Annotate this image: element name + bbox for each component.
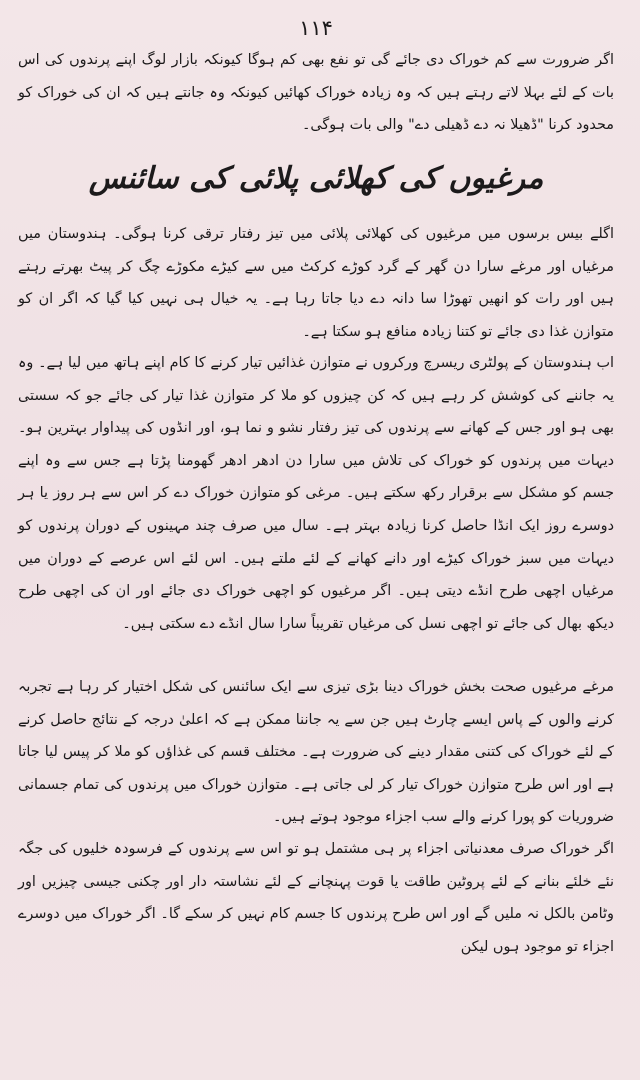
intro-paragraph: اگر ضرورت سے کم خوراک دی جائے گی تو نفع بھی کم ہوگا کیونکہ بازار لوگ اپنے پرندوں کی اس بات کے لئے بہلا لاتے رہتے ہیں کہ وہ زیادہ خوراک کھائیں کیونکہ وہ جانتے ہیں کہ ان کی خوراک کو محدود کرنا "ڈھیلا نہ دے ڈھیلی دے" والی بات ہوگی۔ [18,52,614,134]
body-paragraph-2: اب ہندوستان کے پولٹری ریسرچ ورکروں نے متوازن غذائیں تیار کرنے کا کام اپنے ہاتھ میں لیا ہے۔ وہ یہ جاننے کی کوشش کر رہے ہیں کہ کن چیزوں کو ملا کر متوازن غذا تیار کی جائے جو کہ سستی بھی ہو اور جس کے کھانے سے پرندوں کی تیز رفتار نشو و نما ہو، اور انڈوں کی پیداوار بہترین ہو۔ دیہات میں پرندوں کو خوراک کی تلاش میں سارا دن ادھر ادھر گھومنا پڑتا ہے جس سے وہ اپنے جسم کو مشکل سے برقرار رکھ سکتے ہیں۔ مرغی کو متوازن خوراک دے کر اس سے ہر روز یا ہر دوسرے روز ایک انڈا حاصل کرنا زیادہ بہتر ہے۔ سال میں صرف چند مہینوں کے دوران پرندوں کو دیہات میں سبز خوراک کیڑے اور دانے کھانے کے لئے ملتے ہیں۔ اس لئے اس عرصے کے دوران میں مرغیاں اچھی طرح انڈے دیتی ہیں۔ اگر مرغیوں کو اچھی خوراک دی جائے اور ان کی اچھی طرح دیکھ بھال کی جائے تو اچھی نسل کی مرغیاں تقریباً سارا سال انڈے دے سکتی ہیں۔ [18,355,614,632]
body-paragraph-3: مرغے مرغیوں صحت بخش خوراک دینا بڑی تیزی سے ایک سائنس کی شکل اختیار کر رہا ہے تجربہ کرنے والوں کے پاس ایسے چارٹ ہیں جن سے یہ جاننا ممکن ہے کہ اعلیٰ درجہ کے نتائج حاصل کرنے کے لئے خوراک کی کتنی مقدار دینے کی ضرورت ہے۔ مختلف قسم کی غذاؤں کو ملا کر پیس لیا جاتا ہے اور اس طرح متوازن خوراک تیار کر لی جاتی ہے۔ متوازن خوراک میں پرندوں کی تمام جسمانی ضروریات کو پورا کرنے والے سب اجزاء موجود ہوتے ہیں۔ [18,679,614,826]
page-number: ۱۱۴ [299,16,333,40]
body-paragraph-4: اگر خوراک صرف معدنیاتی اجزاء پر ہی مشتمل ہو تو اس سے پرندوں کے فرسودہ خلیوں کی جگہ نئے خلئے بنانے کے لئے پروٹین طاقت یا قوت پہنچانے کے لئے نشاستہ دار اور چکنی جیسی چیزیں اور وٹامن بالکل نہ ملیں گے اور اس طرح پرندوں کا جسم کام نہیں کر سکے گا۔ اگر خوراک میں دوسرے اجزاء تو موجود ہوں لیکن [18,841,614,955]
section-heading: مرغیوں کی کھلائی پلائی کی سائنس [88,161,544,196]
body-paragraph-1: اگلے بیس برسوں میں مرغیوں کی کھلائی پلائی میں تیز رفتار ترقی کرنا ہوگی۔ ہندوستان میں مرغیاں اور مرغے سارا دن گھر کے گرد کوڑے کرکٹ میں سے کیڑے مکوڑے چگ کر پیٹ بھرتے رہتے ہیں اور رات کو انھیں تھوڑا سا دانہ دے دیا جاتا رہا ہے۔ یہ خیال ہی نہیں کیا گیا کہ اگر ان کو متوازن غذا دی جائے تو کتنا زیادہ منافع ہو سکتا ہے۔ [18,226,614,340]
